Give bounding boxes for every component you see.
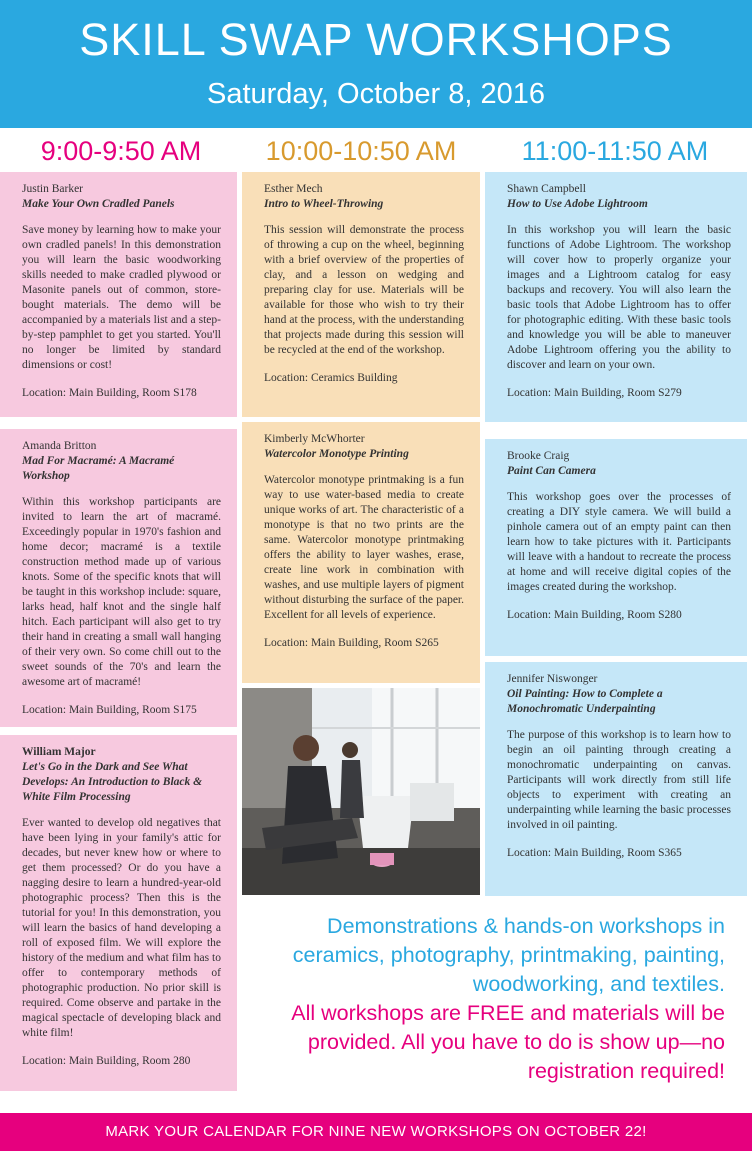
time-slot-2: 10:00-10:50 AM bbox=[265, 136, 457, 166]
workshop-location: Location: Main Building, Room S265 bbox=[264, 637, 439, 649]
workshop-title: Make Your Own Cradled Panels bbox=[22, 198, 175, 210]
workshop-card-lightroom bbox=[485, 172, 747, 422]
presenter-name: Justin Barker bbox=[22, 183, 84, 195]
presenter-name: Brooke Craig bbox=[507, 450, 570, 462]
footer-banner: MARK YOUR CALENDAR FOR NINE NEW WORKSHOPS ON OCTOBER 22! bbox=[0, 1113, 752, 1151]
workshop-card-paint-can-camera bbox=[485, 439, 747, 656]
time-slot-1: 9:00-9:50 AM bbox=[40, 136, 202, 166]
workshop-photo bbox=[242, 688, 480, 895]
presenter-name: Amanda Britton bbox=[22, 440, 97, 452]
workshop-card-watercolor-monotype bbox=[242, 422, 480, 683]
presenter-name: Kimberly McWhorter bbox=[264, 433, 365, 445]
workshop-location: Location: Main Building, Room S175 bbox=[22, 704, 197, 716]
workshop-description: Save money by learning how to make your own cradled panels! In this demonstration you will learn the basic woodworking skills needed to make cradled plywood or Masonite panels out of common, store-bought materials. The demo will be accompanied by a materials list and a step-by-step pamphlet to get you started. You'll no longer be limited by standard dimensions or cost! bbox=[22, 224, 221, 371]
workshop-description: This session will demonstrate the process of throwing a cup on the wheel, beginning with a brief overview of the properties of clay, and a lesson on wedging and preparing clay for use. Materials will be available for those who wish to try their hand at the process, with the understanding that projects made during this session will be recycled at the end of the workshop. bbox=[264, 224, 464, 356]
workshop-location: Location: Main Building, Room S279 bbox=[507, 387, 682, 399]
workshop-title: Mad For Macramé: A Macramé Workshop bbox=[22, 455, 175, 482]
presenter-name: Shawn Campbell bbox=[507, 183, 586, 195]
presenter-name: Esther Mech bbox=[264, 183, 323, 195]
workshop-description: Watercolor monotype printmaking is a fun way to use water-based media to create unique works of art. The characteristic of a monotype is that no two prints are the same. Watercolor monotype printmaking offers the ability to layer washes, erase, create line work in combination with washes, and use multiple layers of pigment without disturbing the surface of the paper. Excellent for all levels of experience. bbox=[264, 474, 464, 621]
workshop-card-macrame bbox=[0, 429, 237, 727]
workshop-card-cradled-panels bbox=[0, 172, 237, 417]
event-date: Saturday, October 8, 2016 bbox=[206, 78, 545, 110]
workshop-title: Intro to Wheel-Throwing bbox=[264, 198, 384, 210]
page-title: SKILL SWAP WORKSHOPS bbox=[79, 14, 673, 65]
workshop-card-wheel-throwing bbox=[242, 172, 480, 417]
workshop-description: The purpose of this workshop is to learn how to begin an oil painting through creating a monochromatic underpainting on canvas. Participants will work directly from still life objects to experiment with creating an underpainting while learning the basic processes involved in oil painting. bbox=[507, 729, 731, 831]
workshop-location: Location: Main Building, Room S280 bbox=[507, 609, 682, 621]
workshop-title: Let's Go in the Dark and See What Develops: An Introduction to Black & White Film Processing bbox=[22, 761, 203, 803]
workshop-description: Ever wanted to develop old negatives that have been lying in your family's attic for decades, but never knew how or where to get them processed? Or do you have a nagging desire to learn a hundred-year-old photographic process? Then this is the tutorial for you! In this demonstration, you will learn the basics of hand developing a roll of exposed film. We will explore the history of the medium and what film has to offer to contemporary methods of photographic production. No prior skill is required. Come observe and partake in the magical spectacle of developing black and white film! bbox=[22, 817, 221, 1039]
workshop-card-film-processing bbox=[0, 735, 237, 1091]
workshop-location: Location: Ceramics Building bbox=[264, 372, 398, 384]
workshop-title: Paint Can Camera bbox=[507, 465, 596, 477]
workshop-description: Within this workshop participants are invited to learn the art of macramé. Exceedingly popular in 1970's fashion and home decor; macramé is a textile construction method made up of various knots. Some of the specific knots that will be taught in this workshop include: square, larks head, half knot and the single half hitch. Each participant will also get to try their hand in creating a small wall hanging of their very own. So come chill out to the sweet sounds of the 70's and learn the awesome art of macramé! bbox=[22, 496, 221, 688]
time-slot-3: 11:00-11:50 AM bbox=[521, 136, 709, 166]
workshop-description: This workshop goes over the processes of creating a DIY style camera. We will build a pinhole camera out of an empty paint can then learn how to take pictures with it. Participants will leave with a handout to recreate the process at home and will receive digital copies of the images created during the workshop. bbox=[507, 491, 731, 593]
workshop-title: Oil Painting: How to Complete a Monochromatic Underpainting bbox=[507, 688, 663, 715]
presenter-name: Jennifer Niswonger bbox=[507, 673, 598, 685]
workshop-location: Location: Main Building, Room S178 bbox=[22, 387, 197, 399]
promo-text bbox=[245, 912, 725, 1086]
workshop-location: Location: Main Building, Room S365 bbox=[507, 847, 682, 859]
workshop-card-oil-painting bbox=[485, 662, 747, 896]
workshop-title: Watercolor Monotype Printing bbox=[264, 448, 409, 460]
promo-disciplines: Demonstrations & hands-on workshops in ceramics, photography, printmaking, painting, woodworking, and textiles. bbox=[292, 914, 725, 996]
header-banner bbox=[0, 0, 752, 128]
promo-free-notice: All workshops are FREE and materials will be provided. All you have to do is show up—no registration required! bbox=[291, 1001, 725, 1083]
workshop-location: Location: Main Building, Room 280 bbox=[22, 1055, 191, 1067]
ceramics-studio-photo bbox=[242, 688, 480, 895]
presenter-name: William Major bbox=[22, 746, 96, 758]
workshop-description: In this workshop you will learn the basic functions of Adobe Lightroom. The workshop will cover how to properly organize your images and a Lightroom catalog for easy backups and recovery. You will also learn the basic tools that Adobe Lightroom has to offer for photographic editing. With these basic tools and knowledge you will be able to maneuver Adobe Lightroom offering you the ability to discover and learn on your own. bbox=[507, 224, 731, 371]
workshop-title: How to Use Adobe Lightroom bbox=[507, 198, 648, 210]
